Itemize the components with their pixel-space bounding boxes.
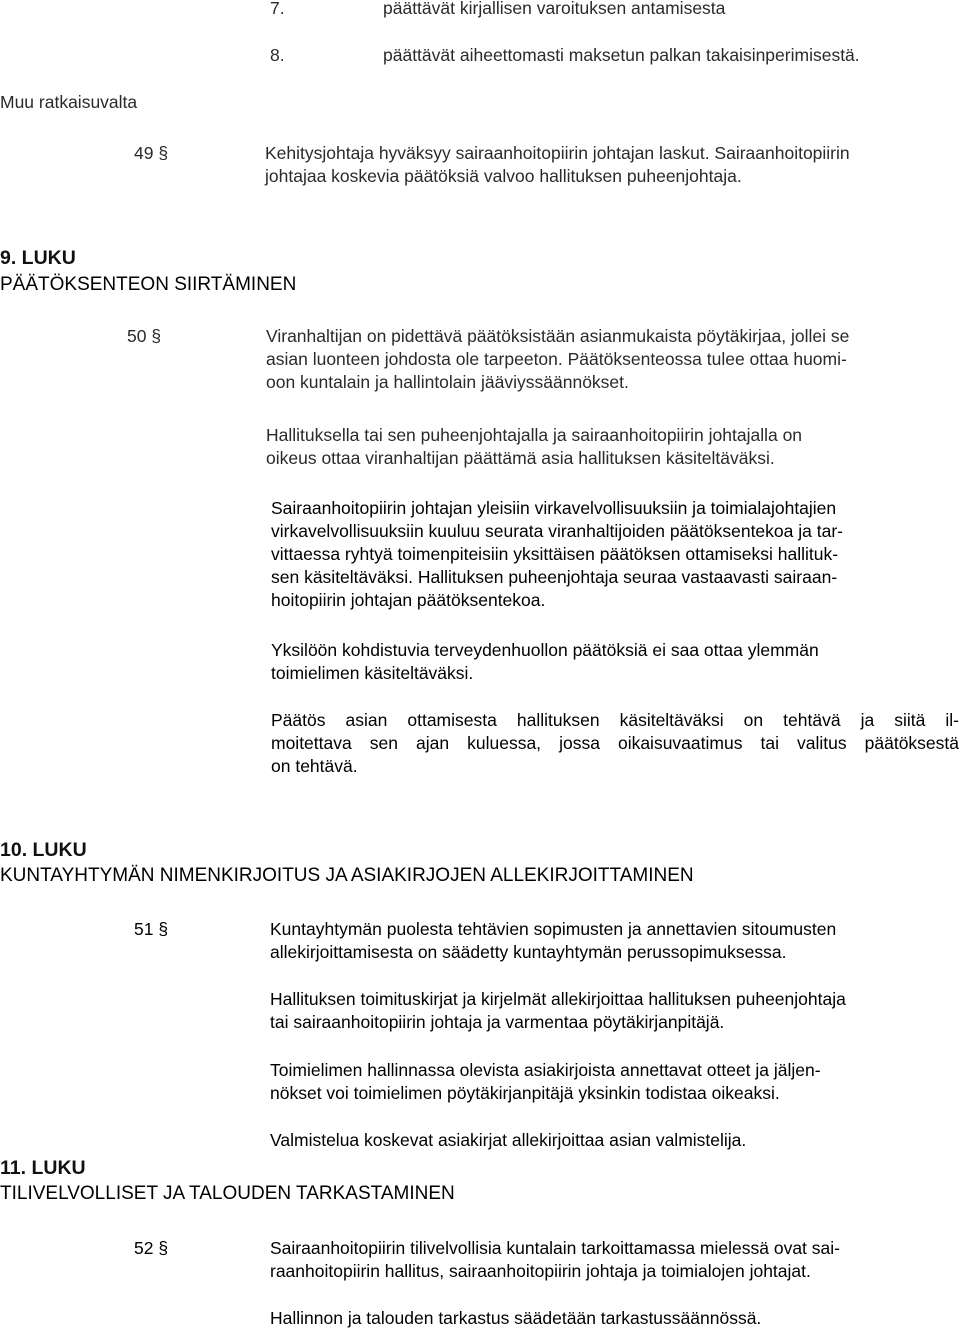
text-line: vittaessa ryhtyä toimenpiteisiin yksittäisen päätöksen ottamiseksi hallituk- — [271, 544, 839, 564]
text-line: nökset voi toimielimen pöytäkirjanpitäjä yksinkin todistaa oikeaksi. — [270, 1083, 780, 1103]
chapter-11-title: TILIVELVOLLISET JA TALOUDEN TARKASTAMINEN — [0, 1183, 455, 1204]
text-line: virkavelvollisuuksiin kuuluu seurata viranhaltijoiden päätöksentekoa ja tar- — [271, 521, 843, 541]
text-line: Hallituksella tai sen puheenjohtajalla ja sairaanhoitopiirin johtajalla on — [266, 425, 803, 445]
text-line: Hallinnon ja talouden tarkastus säädetään tarkastussäännössä. — [270, 1308, 762, 1328]
list-item-text: päättävät kirjallisen varoituksen antamisesta — [383, 0, 726, 18]
section-51-paragraph-3 — [270, 1059, 821, 1105]
section-symbol: § — [158, 919, 169, 939]
text-line: toimielimen käsiteltäväksi. — [271, 663, 474, 683]
section-symbol: § — [158, 143, 169, 163]
section-number-value: 49 — [134, 143, 154, 163]
text-line: Toimielimen hallinnassa olevista asiakirjoista annettavat otteet ja jäljen- — [270, 1060, 821, 1080]
section-51-paragraph-4 — [270, 1129, 746, 1152]
text-line: moitettava sen ajan kuluessa, jossa oikaisuvaatimus tai valitus päätöksestä — [271, 733, 959, 753]
list-item-number: 7. — [270, 0, 285, 18]
section-symbol: § — [151, 326, 162, 346]
section-number-value: 52 — [134, 1238, 154, 1258]
section-50-paragraph-4 — [271, 639, 819, 685]
chapter-9-title: PÄÄTÖKSENTEON SIIRTÄMINEN — [0, 274, 297, 295]
text-line: raanhoitopiirin hallitus, sairaanhoitopiirin johtaja ja toimialojen johtajat. — [270, 1261, 811, 1281]
section-51-paragraph-1 — [270, 918, 836, 964]
text-line: Kuntayhtymän puolesta tehtävien sopimusten ja annettavien sitoumusten — [270, 919, 837, 939]
text-line: Sairaanhoitopiirin johtajan yleisiin virkavelvollisuuksiin ja toimialajohtajien — [271, 498, 837, 518]
text-line: asian luonteen johdosta ole tarpeeton. Päätöksenteossa tulee ottaa huomi- — [266, 349, 847, 369]
text-line: hoitopiirin johtajan päätöksentekoa. — [271, 590, 546, 610]
text-line: Sairaanhoitopiirin tilivelvollisia kuntalain tarkoittamassa mielessä ovat sai- — [270, 1238, 840, 1258]
section-50-paragraph-3 — [271, 497, 843, 612]
text-line: allekirjoittamisesta on säädetty kuntayhtymän perussopimuksessa. — [270, 942, 787, 962]
section-number — [134, 1237, 168, 1260]
section-symbol: § — [158, 1238, 169, 1258]
section-number — [127, 325, 161, 348]
section-50-paragraph-2 — [266, 424, 802, 470]
text-line: Yksilöön kohdistuvia terveydenhuollon päätöksiä ei saa ottaa ylemmän — [271, 640, 819, 660]
section-50-paragraph-1 — [266, 325, 849, 394]
text-line: Päätös asian ottamisesta hallituksen käsiteltäväksi on tehtävä ja siitä il- — [271, 710, 959, 730]
text-line: oikeus ottaa viranhaltijan päättämä asia hallituksen käsiteltäväksi. — [266, 448, 775, 468]
text-line: oon kuntalain ja hallintolain jääviyssäännökset. — [266, 372, 629, 392]
section-number-value: 50 — [127, 326, 147, 346]
text-line: Valmistelua koskevat asiakirjat allekirjoittaa asian valmistelija. — [270, 1130, 747, 1150]
section-number-value: 51 — [134, 919, 154, 939]
text-line: Kehitysjohtaja hyväksyy sairaanhoitopiirin johtajan laskut. Sairaanhoitopiirin — [265, 143, 850, 163]
chapter-11-number: 11. LUKU — [0, 1157, 86, 1179]
section-52-paragraph-1 — [270, 1237, 840, 1283]
text-line: on tehtävä. — [271, 756, 358, 776]
list-item-text: päättävät aiheettomasti maksetun palkan takaisinperimisestä. — [383, 45, 860, 65]
text-line: johtajaa koskevia päätöksiä valvoo hallituksen puheenjohtaja. — [265, 166, 742, 186]
section-51-paragraph-2 — [270, 988, 846, 1034]
text-line: sen käsiteltäväksi. Hallituksen puheenjohtaja seuraa vastaavasti sairaan- — [271, 567, 838, 587]
text-line: tai sairaanhoitopiirin johtaja ja varmentaa pöytäkirjanpitäjä. — [270, 1012, 725, 1032]
section-number — [134, 142, 168, 165]
section-49-text — [265, 142, 850, 188]
section-52-paragraph-2 — [270, 1307, 761, 1330]
section-50-paragraph-5 — [271, 709, 959, 778]
list-item-number: 8. — [270, 45, 285, 65]
subheading-muu-ratkaisuvalta: Muu ratkaisuvalta — [0, 92, 138, 112]
text-line: Hallituksen toimituskirjat ja kirjelmät allekirjoittaa hallituksen puheenjohtaja — [270, 989, 846, 1009]
text-line: Viranhaltijan on pidettävä päätöksistään asianmukaista pöytäkirjaa, jollei se — [266, 326, 850, 346]
chapter-10-number: 10. LUKU — [0, 839, 87, 861]
chapter-10-title: KUNTAYHTYMÄN NIMENKIRJOITUS JA ASIAKIRJOJEN ALLEKIRJOITTAMINEN — [0, 865, 694, 886]
section-number — [134, 918, 168, 941]
chapter-9-number: 9. LUKU — [0, 247, 76, 269]
